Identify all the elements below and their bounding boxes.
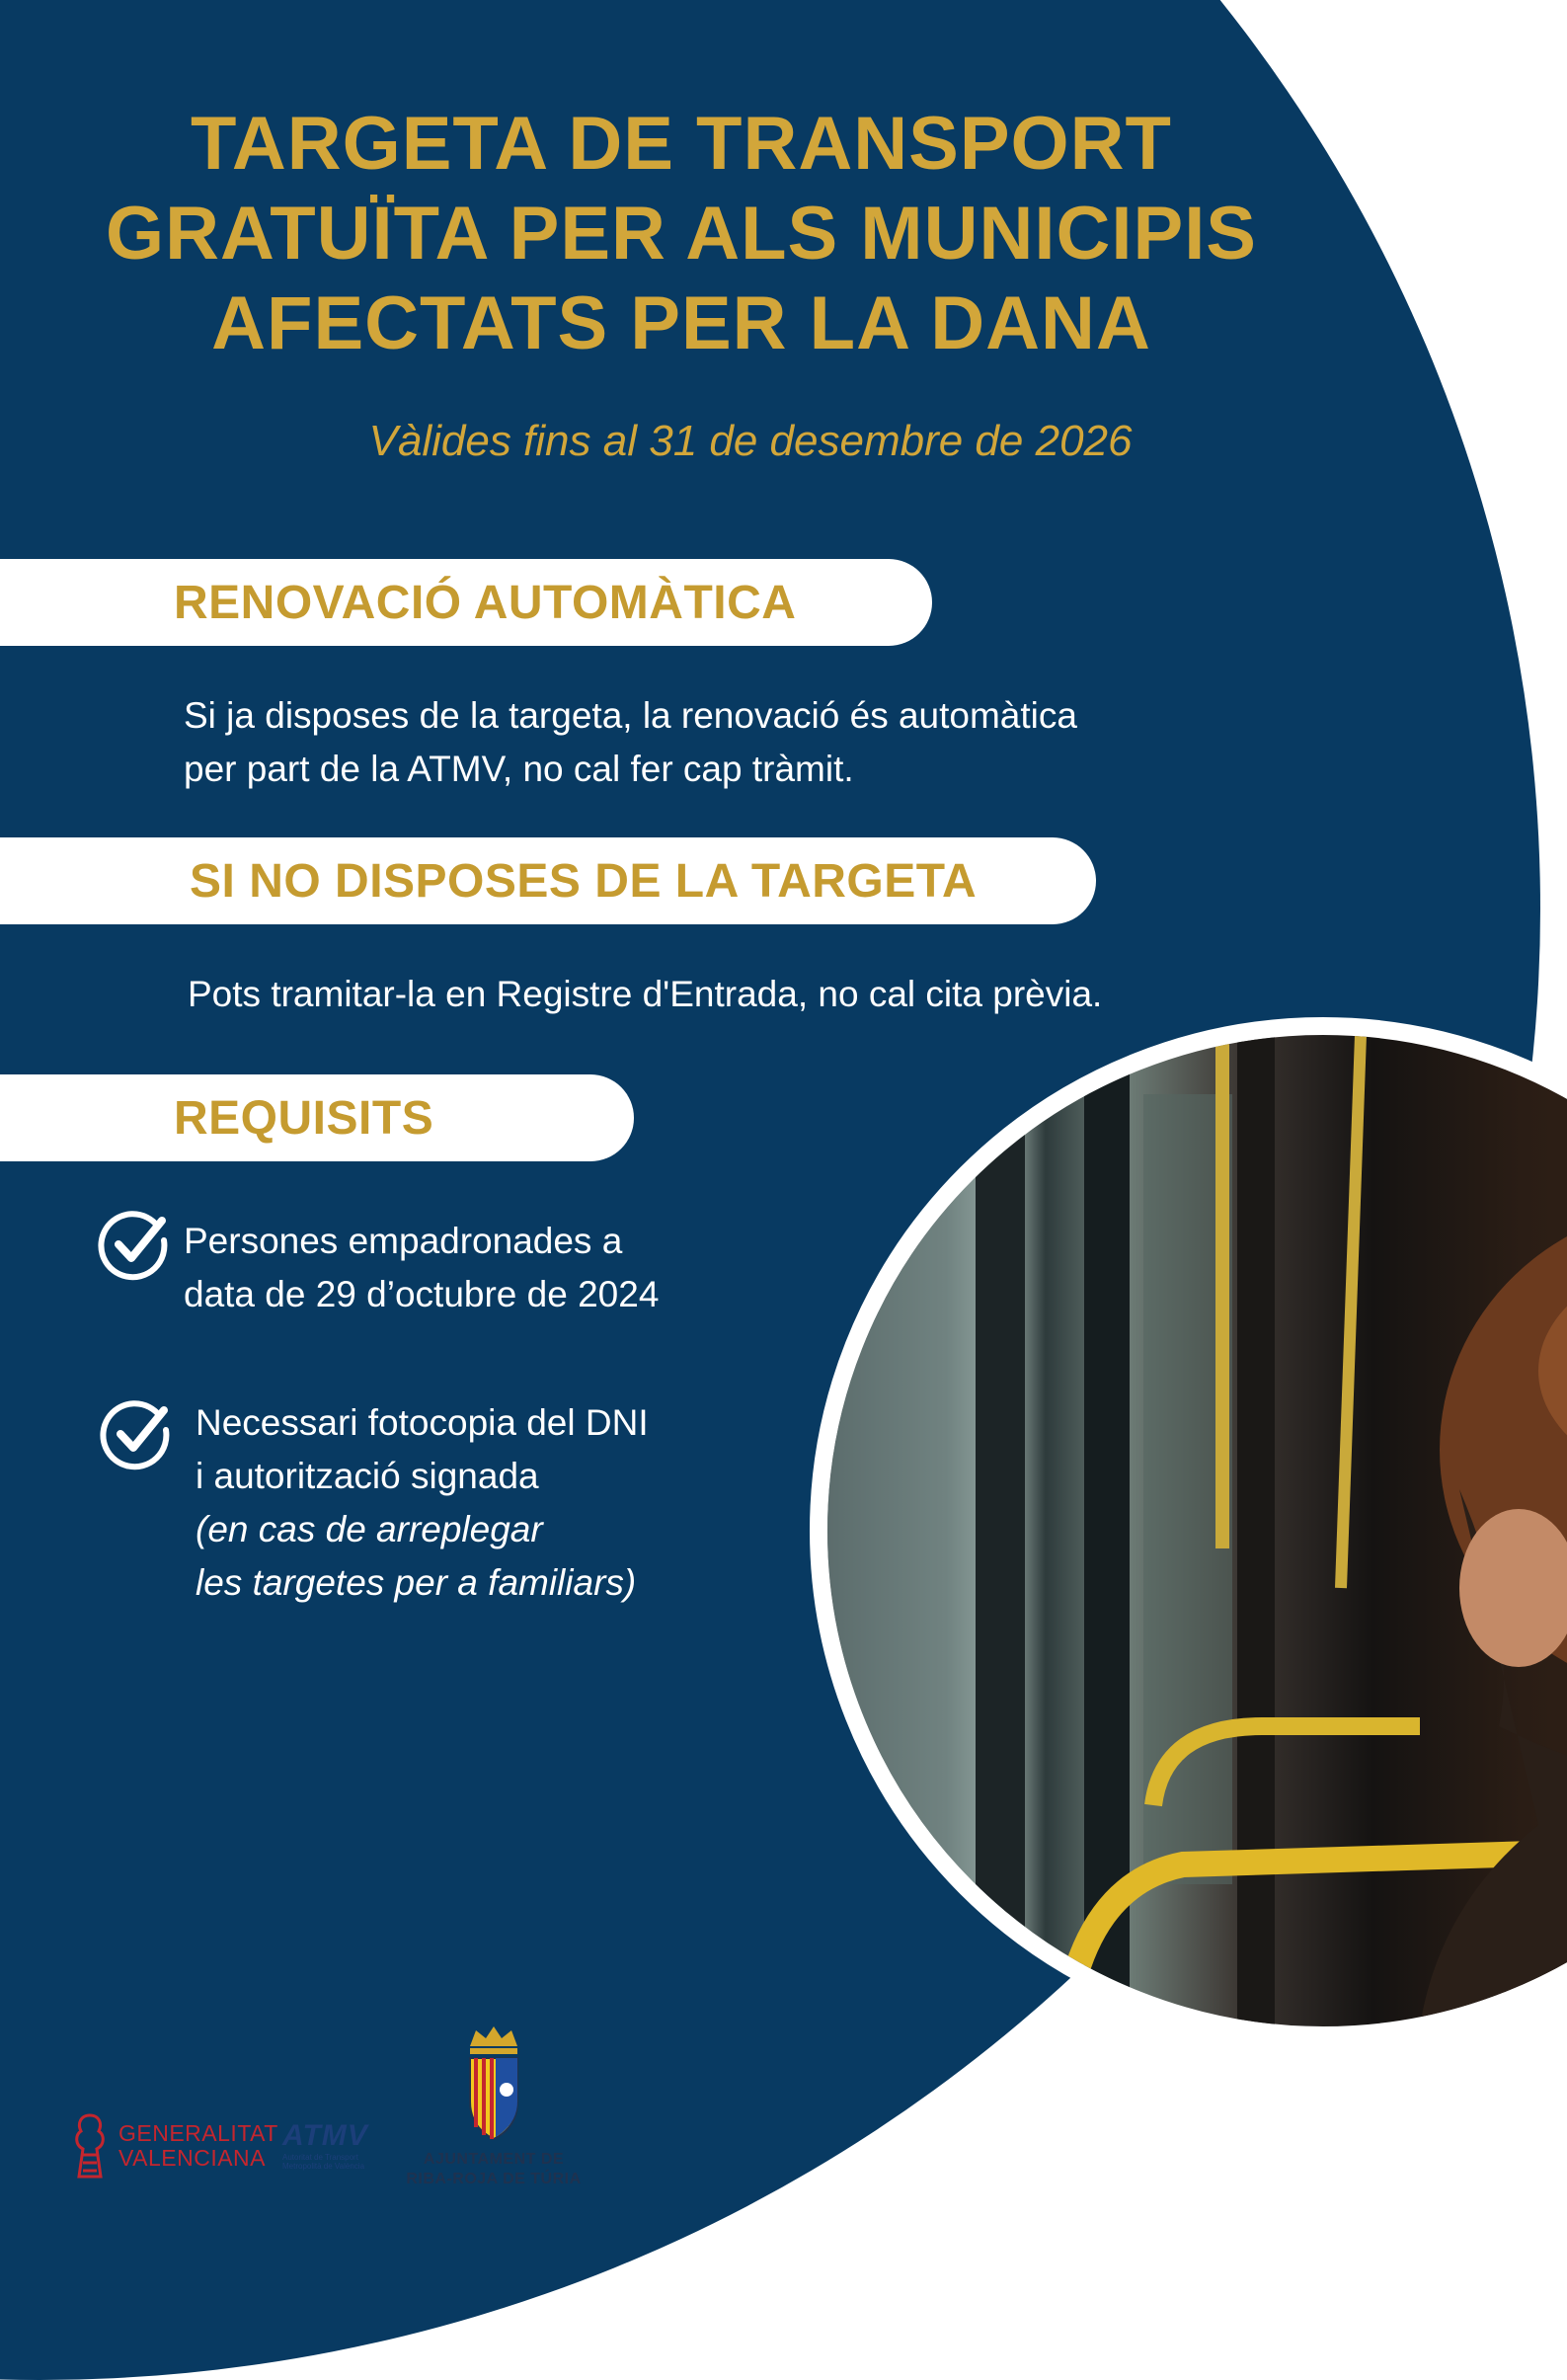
page-title xyxy=(69,99,1293,368)
atmv-logo xyxy=(282,2119,377,2171)
ajuntament-text xyxy=(395,2150,592,2189)
renovacio-text xyxy=(184,689,1077,796)
title-line-3: AFECTATS PER LA DANA xyxy=(211,281,1151,365)
coat-of-arms-icon xyxy=(464,2024,523,2145)
renovacio-line-1: Si ja disposes de la targeta, la renovació és automàtica xyxy=(184,695,1077,736)
section-heading-no-targeta xyxy=(0,837,1096,924)
section-heading-renovacio xyxy=(0,559,932,646)
ajuntament-line-1: AJUNTAMENT DE xyxy=(423,2151,565,2168)
title-line-1: TARGETA DE TRANSPORT xyxy=(191,102,1172,186)
requisit-1-line-2: data de 29 d’octubre de 2024 xyxy=(184,1274,660,1314)
title-line-2: GRATUÏTA PER ALS MUNICIPIS xyxy=(106,192,1257,276)
requisit-2-line-1: Necessari fotocopia del DNI xyxy=(196,1402,649,1443)
generalitat-logo xyxy=(71,2111,278,2181)
atmv-name: ATMV xyxy=(282,2119,368,2152)
check-circle-icon xyxy=(99,1396,174,1471)
requisit-2-note-line-1: (en cas de arreplegar xyxy=(196,1509,543,1549)
atmv-subtitle xyxy=(282,2153,377,2171)
no-targeta-text: Pots tramitar-la en Registre d'Entrada, no cal cita prèvia. xyxy=(188,974,1103,1014)
heading-no-targeta-label: SI NO DISPOSES DE LA TARGETA xyxy=(190,854,978,908)
renovacio-line-2: per part de la ATMV, no cal fer cap tràmit. xyxy=(184,749,854,789)
requisit-2-note-line-2: les targetes per a familiars) xyxy=(196,1562,637,1603)
requisit-item-1 xyxy=(184,1215,659,1321)
gva-line-1: GENERALITAT xyxy=(118,2120,278,2146)
gva-line-2: VALENCIANA xyxy=(118,2145,267,2171)
atmv-sub-line-2: Metropolità de València xyxy=(282,2162,365,2171)
footer-logos xyxy=(0,2024,1567,2217)
heading-requisits-label: REQUISITS xyxy=(174,1091,434,1145)
requisit-1-line-1: Persones empadronades a xyxy=(184,1221,623,1261)
gva-logo-icon xyxy=(71,2111,109,2181)
gva-text xyxy=(118,2121,278,2171)
heading-renovacio-label: RENOVACIÓ AUTOMÀTICA xyxy=(174,576,797,629)
requisit-2-line-2: i autorització signada xyxy=(196,1456,539,1496)
check-circle-icon xyxy=(97,1207,172,1282)
bus-passenger-photo xyxy=(810,1017,1567,2044)
validity-subtitle: Vàlides fins al 31 de desembre de 2026 xyxy=(368,417,1133,465)
photo-illustration xyxy=(827,1035,1567,2026)
requisit-item-2 xyxy=(196,1396,649,1610)
section-heading-requisits xyxy=(0,1074,634,1161)
ajuntament-logo xyxy=(395,2024,592,2189)
atmv-sub-line-1: Autoritat de Transport xyxy=(282,2153,358,2162)
ajuntament-line-2: RIBA-ROJA DE TÚRIA xyxy=(406,2171,582,2187)
